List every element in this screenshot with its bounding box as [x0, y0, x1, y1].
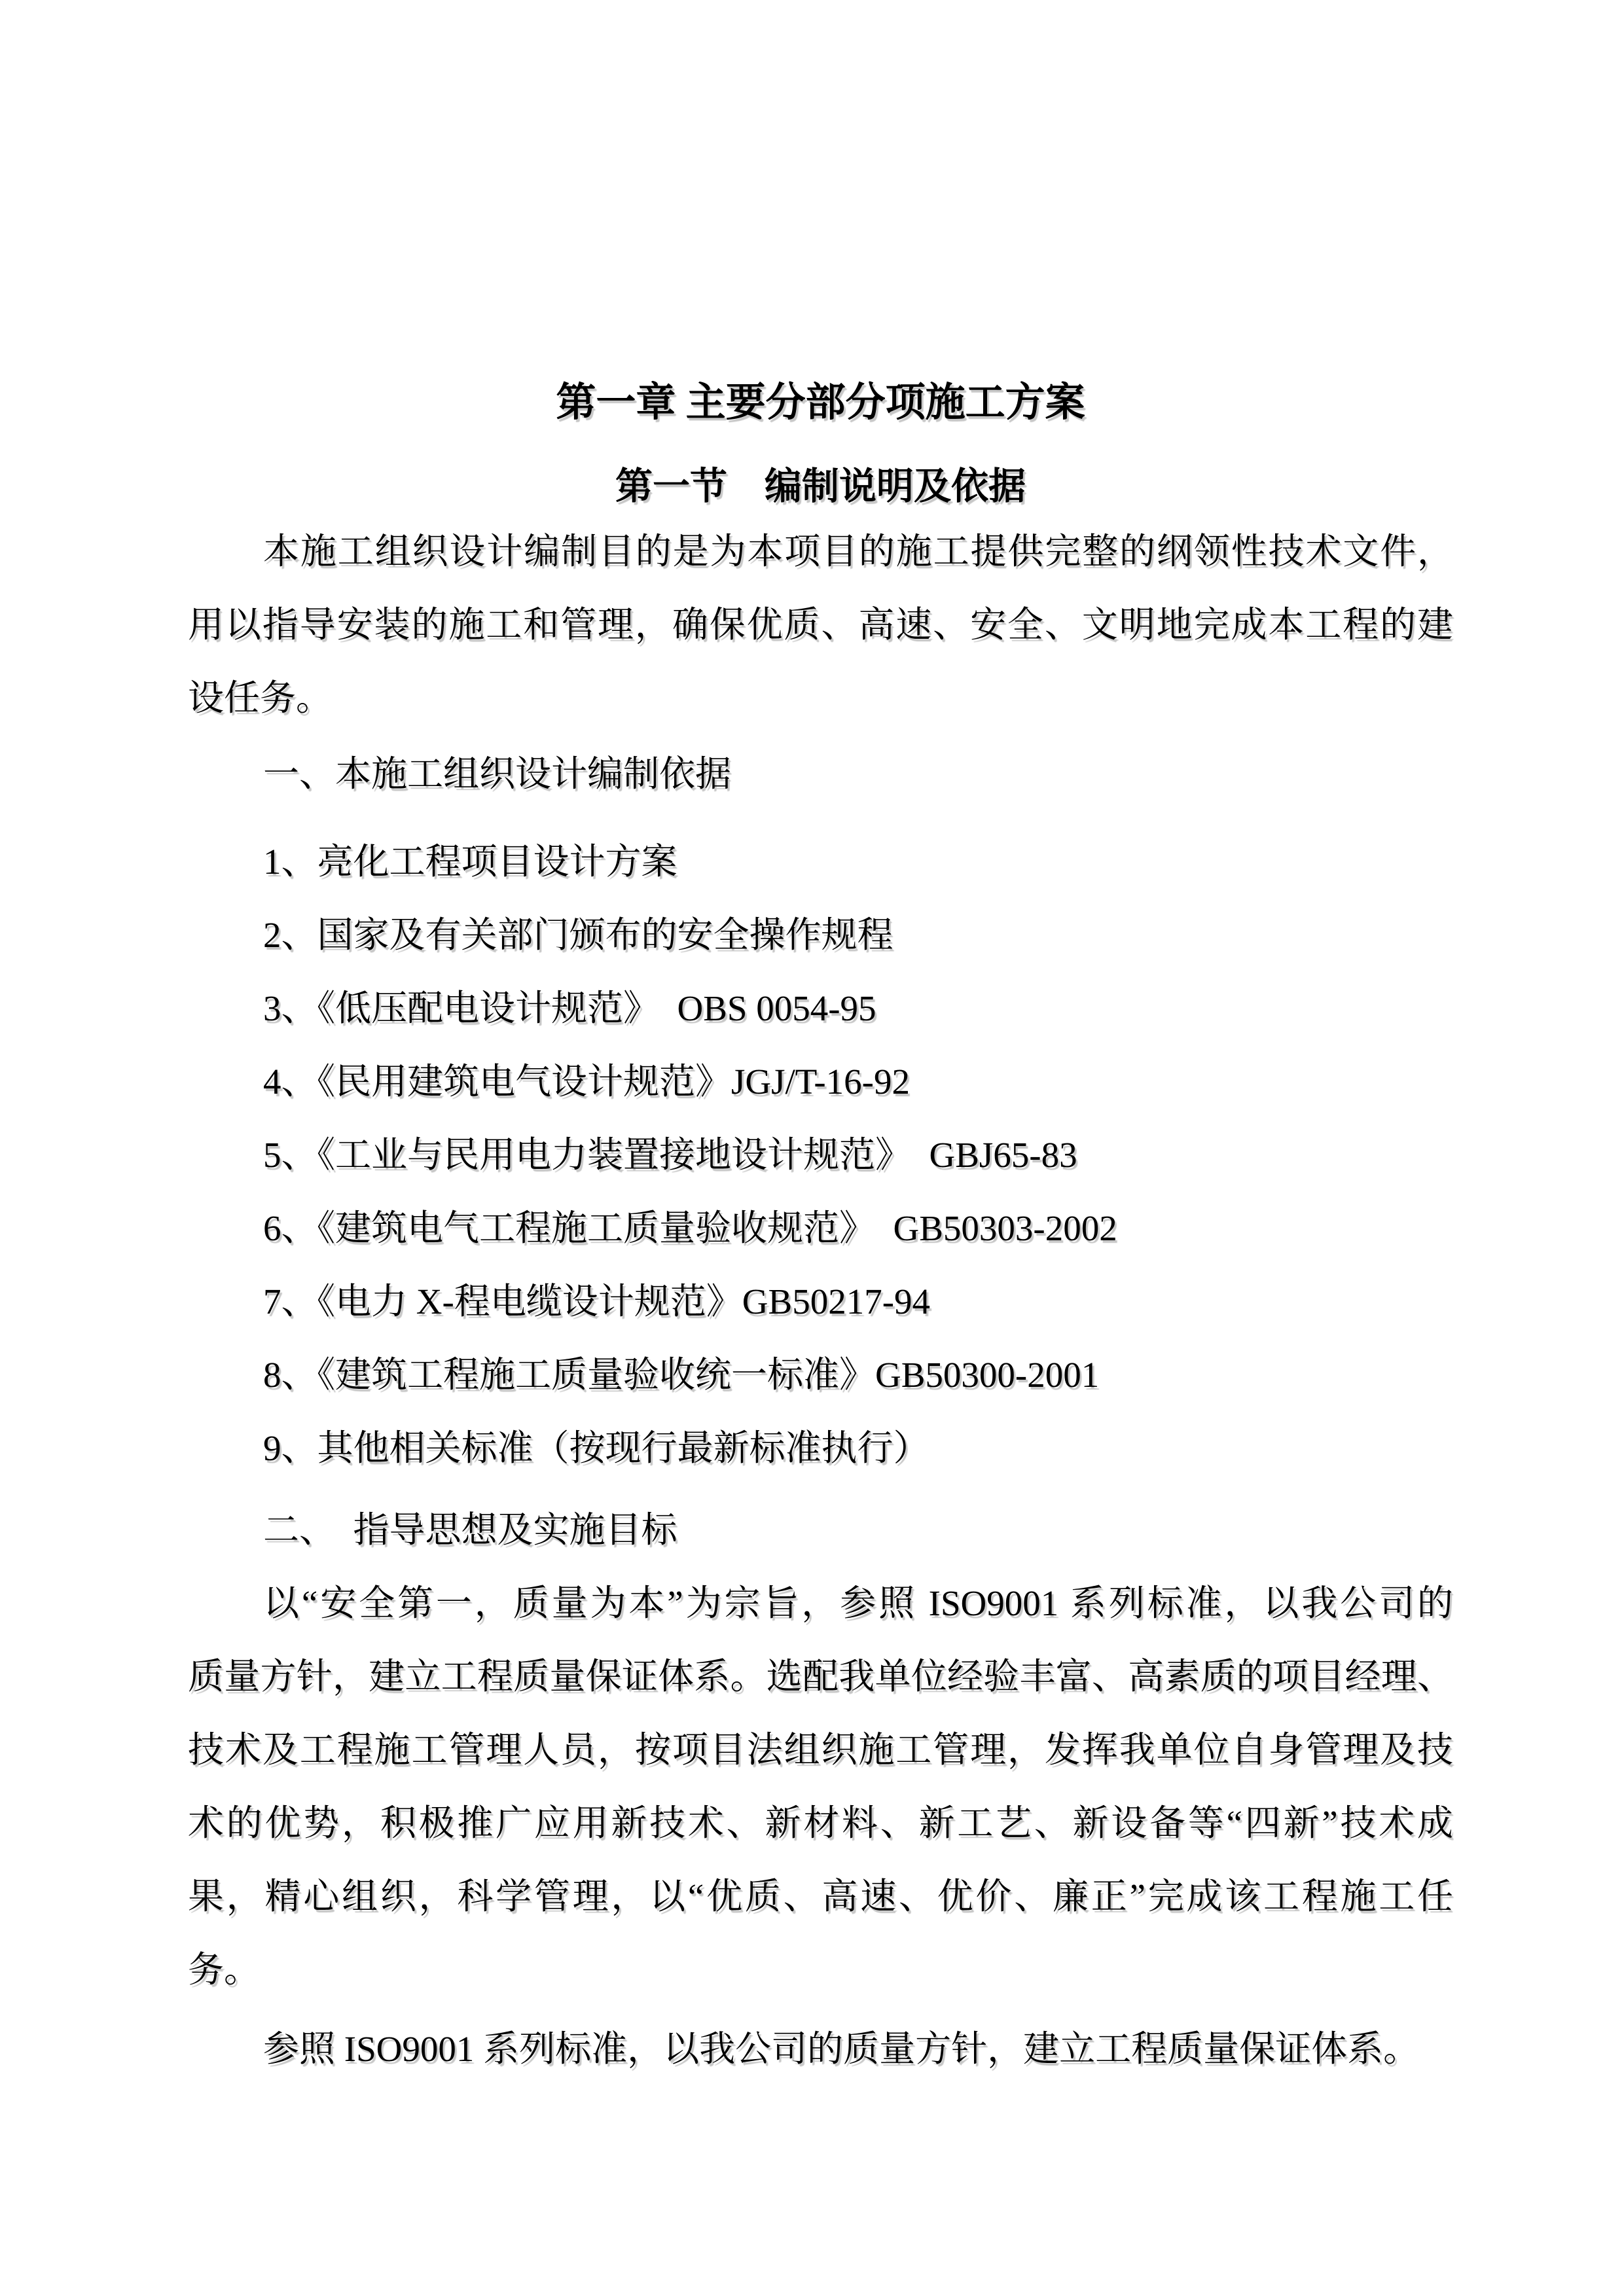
document-page	[188, 0, 1453, 2086]
guideline-line-3: 技术及工程施工管理人员，按项目法组织施工管理，发挥我单位自身管理及技	[188, 1730, 1453, 1770]
list-item: 2、国家及有关部门颁布的安全操作规程	[263, 915, 893, 955]
guideline-line-6: 务。	[188, 1950, 261, 1990]
closing-paragraph: 参照 ISO9001 系列标准，以我公司的质量方针，建立工程质量保证体系。	[263, 2029, 1420, 2069]
section-heading: 第一节 编制说明及依据	[615, 466, 1026, 507]
chapter-heading: 第一章 主要分部分项施工方案	[556, 381, 1085, 425]
intro-line-1: 本施工组织设计编制目的是为本项目的施工提供完整的纲领性技术文件，	[263, 531, 1453, 571]
intro-line-3: 设任务。	[188, 678, 333, 718]
basis-list	[188, 825, 1453, 1485]
guideline-line-2: 质量方针，建立工程质量保证体系。选配我单位经验丰富、高素质的项目经理、	[188, 1657, 1453, 1696]
intro-line-2: 用以指导安装的施工和管理，确保优质、高速、安全、文明地完成本工程的建	[188, 605, 1453, 645]
guideline-line-1: 以“安全第一，质量为本”为宗旨，参照 ISO9001 系列标准，以我公司的	[263, 1583, 1453, 1623]
guideline-heading: 二、 指导思想及实施目标	[263, 1510, 677, 1550]
list-item: 1、亮化工程项目设计方案	[263, 842, 677, 882]
list-item: 5、《工业与民用电力装置接地设计规范》 GBJ65-83	[263, 1135, 1077, 1175]
list-item: 6、《建筑电气工程施工质量验收规范》 GB50303-2002	[263, 1208, 1117, 1248]
guideline-paragraph	[188, 1567, 1453, 2007]
intro-paragraph	[188, 515, 1453, 735]
list-item: 9、其他相关标准（按现行最新标准执行）	[263, 1428, 929, 1468]
basis-heading: 一、本施工组织设计编制依据	[263, 754, 732, 794]
list-item: 7、《电力 X-程电缆设计规范》GB50217-94	[263, 1282, 931, 1321]
guideline-line-4: 术的优势，积极推广应用新技术、新材料、新工艺、新设备等“四新”技术成	[188, 1803, 1453, 1843]
list-item: 4、《民用建筑电气设计规范》JGJ/T-16-92	[263, 1062, 910, 1102]
list-item: 3、《低压配电设计规范》 OBS 0054-95	[263, 988, 876, 1028]
list-item: 8、《建筑工程施工质量验收统一标准》GB50300-2001	[263, 1355, 1100, 1395]
guideline-line-5: 果，精心组织，科学管理，以“优质、高速、优价、廉正”完成该工程施工任	[188, 1876, 1453, 1916]
